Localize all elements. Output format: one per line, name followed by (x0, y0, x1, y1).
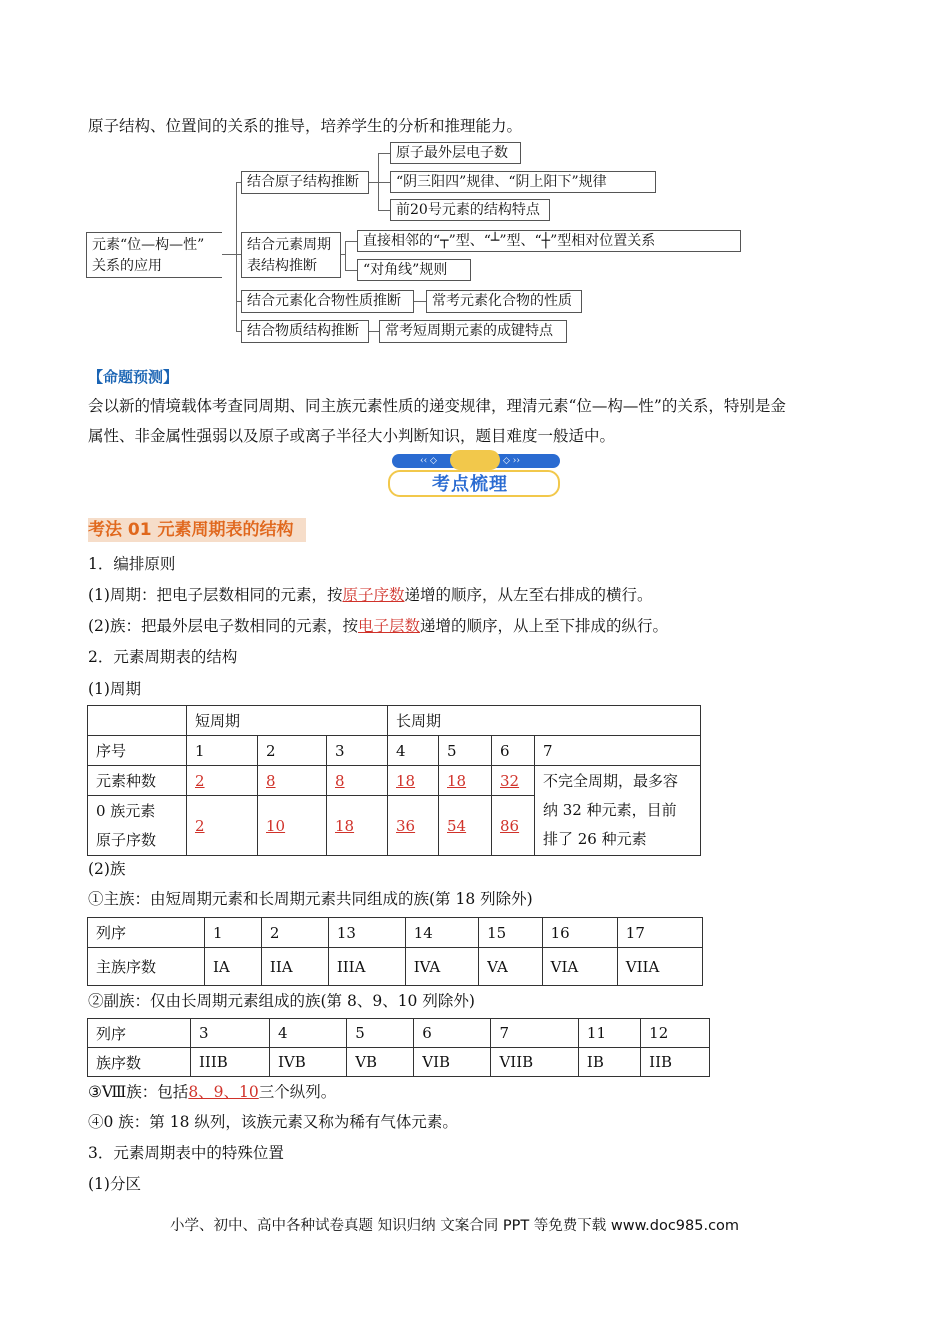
table-cell: 2 (187, 766, 258, 796)
table-cell: IVA (405, 948, 478, 986)
forecast-line1: 会以新的情境载体考查同周期、同主族元素性质的递变规律，理清元素“位—构—性”的关系，特别是金 (88, 397, 786, 415)
table-cell: 2 (258, 736, 327, 766)
table-cell: 10 (258, 796, 327, 856)
map-root-line2: 关系的应用 (92, 258, 162, 274)
period7-note-line2: 纳 32 种元素，目前 (543, 801, 677, 819)
table-cell: 13 (328, 918, 405, 948)
table-cell: 36 (388, 796, 439, 856)
table-cell: 4 (388, 736, 439, 766)
row-label-number: 序号 (88, 736, 187, 766)
map-branch-compounds: 结合元素化合物性质推断 (241, 290, 414, 313)
row-label-atomic-line2: 原子序数 (96, 830, 157, 849)
point-2b: (2)族 (88, 860, 126, 878)
table-cell: 14 (405, 918, 478, 948)
group-viii-post: 三个纵列。 (258, 1083, 337, 1101)
table-cell: VIB (414, 1048, 491, 1077)
table-cell: VIIB (491, 1048, 578, 1077)
point-1b-post: 递增的顺序，从上至下排成的纵行。 (419, 617, 668, 635)
period-table (87, 705, 701, 856)
section-title-text: 考法 01 元素周期表的结构 (88, 520, 294, 540)
table-cell: 16 (542, 918, 617, 948)
table-cell: IB (578, 1048, 640, 1077)
map-branch-table (241, 232, 341, 278)
map-leaf-outer-electrons: 原子最外层电子数 (390, 142, 521, 164)
table-cell: VIIA (617, 948, 702, 986)
table-cell: 18 (327, 796, 388, 856)
map-branch-table-line1: 结合元素周期 (247, 237, 331, 253)
point-1: 1．编排原则 (88, 555, 176, 573)
table-cell: 12 (641, 1019, 710, 1048)
table-cell: 1 (187, 736, 258, 766)
period7-note-line1: 不完全周期，最多容 (543, 772, 679, 790)
map-leaf-diagonal: “对角线”规则 (357, 259, 471, 281)
group-zero: ④0 族：第 18 纵列，该族元素又称为稀有气体元素。 (88, 1113, 458, 1131)
table-cell: IIB (641, 1048, 710, 1077)
intro-text: 原子结构、位置间的关系的推导，培养学生的分析和推理能力。 (88, 117, 523, 135)
map-root (86, 232, 222, 278)
table-cell: 8 (258, 766, 327, 796)
period7-note-line3: 排了 26 种元素 (543, 830, 647, 848)
table-cell: 7 (535, 736, 701, 766)
section-title (88, 518, 306, 542)
point-1b (88, 614, 668, 636)
map-leaf-rules: “阴三阳四”规律、“阴上阳下”规律 (390, 171, 656, 193)
map-leaf-compounds: 常考元素化合物的性质 (426, 290, 582, 313)
table-cell: 15 (479, 918, 542, 948)
map-root-line1: 元素“位—构—性” (92, 237, 205, 253)
group-viii (88, 1080, 336, 1102)
row-label-atomic-line1: 0 族元素 (96, 801, 156, 820)
table-cell: 3 (327, 736, 388, 766)
table-cell: 2 (187, 796, 258, 856)
point-1a-answer: 原子序数 (342, 586, 405, 604)
table-cell: 18 (439, 766, 492, 796)
table-cell: VA (479, 948, 542, 986)
table-cell: 1 (205, 918, 262, 948)
period7-note (535, 766, 701, 856)
point-2: 2．元素周期表的结构 (88, 648, 238, 666)
table-cell: 7 (491, 1019, 578, 1048)
map-leaf-bonding: 常考短周期元素的成键特点 (379, 320, 567, 343)
map-leaf-first20: 前20号元素的结构特点 (390, 199, 550, 221)
table-cell: 4 (270, 1019, 347, 1048)
table-cell: 17 (617, 918, 702, 948)
map-branch-bonding: 结合物质结构推断 (241, 320, 369, 343)
point-2a: (1)周期 (88, 680, 141, 698)
table-cell: 54 (439, 796, 492, 856)
table-cell: 32 (492, 766, 535, 796)
point-1a (88, 583, 653, 605)
table-cell: 族序数 (88, 1048, 191, 1077)
table-cell: VB (347, 1048, 414, 1077)
forecast-line2: 属性、非金属性强弱以及原子或离子半径大小判断知识，题目难度一般适中。 (88, 427, 616, 445)
row-label-atomic (88, 796, 187, 856)
table-cell: 主族序数 (88, 948, 205, 986)
table-cell: 11 (578, 1019, 640, 1048)
table-cell: 86 (492, 796, 535, 856)
map-branch-structure: 结合原子结构推断 (241, 171, 369, 194)
table-cell: 列序 (88, 918, 205, 948)
table-cell: 18 (388, 766, 439, 796)
main-group-table (87, 917, 703, 986)
point-1b-pre: (2)族：把最外层电子数相同的元素，按 (88, 617, 358, 635)
table-cell: 2 (261, 918, 328, 948)
forecast-heading: 【命题预测】 (88, 368, 179, 386)
table-cell: IVB (270, 1048, 347, 1077)
map-branch-table-line2: 表结构推断 (247, 258, 317, 274)
table-cell: IIIB (191, 1048, 270, 1077)
point-1a-post: 递增的顺序，从左至右排成的横行。 (404, 586, 653, 604)
th-long: 长周期 (388, 706, 701, 736)
point-3a: (1)分区 (88, 1175, 141, 1193)
table-cell: 6 (414, 1019, 491, 1048)
row-label-count: 元素种数 (88, 766, 187, 796)
table-cell: 3 (191, 1019, 270, 1048)
point-1a-pre: (1)周期：把电子层数相同的元素，按 (88, 586, 343, 604)
table-cell: VIA (542, 948, 617, 986)
page-footer: 小学、初中、高中各种试卷真题 知识归纳 文案合同 PPT 等免费下载 www.doc985.com (170, 1218, 740, 1234)
th-short: 短周期 (187, 706, 388, 736)
group-viii-answer: 8、9、10 (188, 1083, 259, 1101)
group-viii-pre: ③Ⅷ族：包括 (88, 1083, 189, 1101)
table-cell: IIIA (328, 948, 405, 986)
table-cell: 6 (492, 736, 535, 766)
point-1b-answer: 电子层数 (357, 617, 420, 635)
table-cell: 5 (439, 736, 492, 766)
map-leaf-adjacent: 直接相邻的“┬”型、“┴”型、“┼”型相对位置关系 (357, 230, 741, 252)
sub-group-table (87, 1018, 710, 1077)
sub-group-title: ②副族：仅由长周期元素组成的族(第 8、9、10 列除外) (88, 992, 475, 1010)
banner-title: 考点梳理 (432, 474, 508, 495)
table-cell: 5 (347, 1019, 414, 1048)
table-cell: IA (205, 948, 262, 986)
table-cell: 列序 (88, 1019, 191, 1048)
point-3: 3．元素周期表中的特殊位置 (88, 1144, 284, 1162)
main-group-title: ①主族：由短周期元素和长周期元素共同组成的族(第 18 列除外) (88, 890, 533, 908)
table-cell: IIA (261, 948, 328, 986)
table-cell: 8 (327, 766, 388, 796)
